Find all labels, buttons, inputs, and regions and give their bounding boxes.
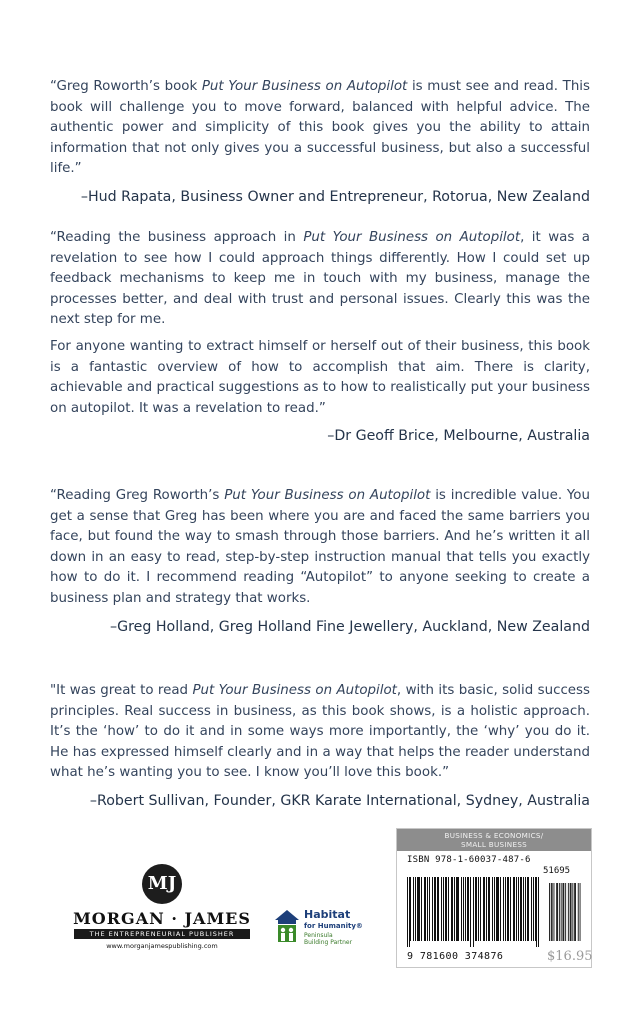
barcode-bar (497, 877, 498, 941)
barcode-bar (463, 877, 464, 941)
barcode-bar (510, 877, 511, 941)
barcode-bar (418, 877, 419, 941)
barcode-digits: 9 781600 374876 (407, 951, 504, 962)
barcode-bar (441, 877, 442, 941)
barcode-bar (458, 877, 459, 941)
barcode-bar (523, 877, 524, 941)
barcode-addon-bar (575, 883, 576, 941)
publisher-name: MORGAN · JAMES (73, 909, 251, 928)
barcode-bar (419, 877, 420, 941)
barcode-bar (437, 877, 438, 941)
barcode-bar (535, 877, 536, 941)
testimonial-attribution: –Dr Geoff Brice, Melbourne, Australia (327, 428, 590, 445)
barcode-addon-bar (572, 883, 573, 941)
testimonial-text: “Reading the business approach in Put Your Business on Autopilot, it was a revelation to see how I could approach things differently. How I could set up feedback mechanisms to keep me in touch with my business, manage the processes better, and deal with trust and personal issues. Clearly this was the next step for me. (50, 230, 591, 328)
barcode-bar (415, 877, 416, 941)
barcode-bar (457, 877, 458, 941)
barcode-addon-bar (549, 883, 550, 941)
habitat-title: Habitat (304, 908, 351, 921)
barcode-bar (473, 877, 474, 947)
barcode-bar (452, 877, 453, 941)
book-title: Put Your Business on Autopilot (201, 79, 408, 94)
barcode-box (396, 828, 592, 968)
barcode-bar (538, 877, 539, 947)
barcode-addon-bar (571, 883, 572, 941)
publisher-url: www.morganjamespublishing.com (106, 942, 218, 950)
testimonial-hud-rapata (50, 77, 590, 208)
barcode-bar (467, 877, 468, 941)
barcode-bar (531, 877, 532, 941)
barcode-bar (484, 877, 485, 941)
barcode-bar (446, 877, 447, 941)
barcode-addon-bar (568, 883, 569, 941)
barcode-bar (465, 877, 466, 941)
barcode-addon-bar (556, 883, 557, 941)
barcode-bar (480, 877, 481, 941)
price-code: 51695 (543, 866, 571, 876)
barcode-bar (454, 877, 455, 941)
barcode-bar (443, 877, 444, 941)
barcode-bar (536, 877, 537, 947)
barcode-bar (445, 877, 446, 941)
barcode-addon-bar (559, 883, 560, 941)
barcode-bar (409, 877, 410, 947)
barcode-bar (489, 877, 490, 941)
publisher-tagline: THE ENTREPRENEURIAL PUBLISHER (74, 929, 250, 939)
barcode-bar (516, 877, 517, 941)
barcode-bar (432, 877, 433, 941)
barcode-addon-bar (551, 883, 552, 941)
barcode-bar (507, 877, 508, 941)
testimonial-geoff-brice (50, 228, 590, 447)
barcode-image (407, 877, 583, 949)
barcode-bar (456, 877, 457, 941)
publisher-logo (72, 864, 252, 964)
barcode-addon-bar (580, 883, 581, 941)
barcode-bar (483, 877, 484, 941)
barcode-bar (520, 877, 521, 941)
barcode-bar (527, 877, 528, 941)
barcode-bar (468, 877, 469, 941)
barcode-bar (475, 877, 476, 941)
book-title: Put Your Business on Autopilot (192, 683, 397, 698)
barcode-bar (470, 877, 471, 947)
barcode-bar (438, 877, 439, 941)
barcode-bar (461, 877, 462, 941)
barcode-bar (488, 877, 489, 941)
barcode-bar (429, 877, 430, 941)
barcode-bar (410, 877, 411, 941)
barcode-bar (521, 877, 522, 941)
testimonial-attribution: –Greg Holland, Greg Holland Fine Jewellery, Auckland, New Zealand (110, 618, 590, 635)
barcode-bar (533, 877, 534, 941)
testimonial-text: "It was great to read Put Your Business on Autopilot, with its basic, solid success principles. Real success in business, as this book shows, is a holistic approach. It’s the ‘how’ to do it and in some ways more importantly, the ‘why’ you do it. He has expressed himself clearly and in a way that helps the reader understand what he’s wanting you to see. I know you’ll love this book.” (50, 683, 590, 781)
barcode-addon-bar (570, 883, 571, 941)
barcode-bar (518, 877, 519, 941)
book-category: BUSINESS & ECONOMICS/ SMALL BUSINESS (397, 829, 591, 851)
barcode-addon-bar (554, 883, 555, 941)
testimonial-text: “Reading Greg Roworth’s Put Your Business on Autopilot is incredible value. You get a sense that Greg has been where you are and faced the same barriers you face, but found the way to smash through those barriers. And he’s written it all down in an easy to read, step-by-step instruction manual that tells you exactly how to do it. I recommend reading “Autopilot” to anyone seeking to create a business plan and strategy that works. (50, 488, 590, 606)
habitat-subtitle: for Humanity® (304, 922, 363, 930)
barcode-bar (421, 877, 422, 941)
barcode-bar (424, 877, 425, 941)
barcode-bar (434, 877, 435, 941)
barcode-addon-bar (578, 883, 579, 941)
barcode-bar (525, 877, 526, 941)
barcode-bar (435, 877, 436, 941)
barcode-bar (476, 877, 477, 941)
barcode-bar (417, 877, 418, 941)
barcode-bar (478, 877, 479, 941)
barcode-bar (451, 877, 452, 941)
barcode-bar (513, 877, 514, 941)
barcode-bar (496, 877, 497, 941)
barcode-bar (508, 877, 509, 941)
isbn-label: ISBN 978-1-60037-487-6 (407, 855, 531, 865)
publisher-monogram: MJ (142, 864, 182, 904)
barcode-addon-bar (552, 883, 553, 941)
testimonial-attribution: –Robert Sullivan, Founder, GKR Karate International, Sydney, Australia (89, 792, 590, 809)
barcode-bar (498, 877, 499, 941)
habitat-logo (274, 906, 374, 956)
testimonial-text: “Greg Roworth’s book Put Your Business on Autopilot is must see and read. This book will challenge you to move forward, balanced with helpful advice. The authentic power and simplicity of this book gives you the ability to attain information that not only gives you a successful business, but also a successful life.” (50, 79, 590, 177)
barcode-addon-bar (563, 883, 564, 941)
barcode-bar (425, 877, 426, 941)
price: $16.95 (547, 949, 593, 964)
barcode-bar (500, 877, 501, 941)
testimonial-attribution: –Hud Rapata, Business Owner and Entrepreneur, Rotorua, New Zealand (80, 188, 590, 205)
book-title: Put Your Business on Autopilot (303, 230, 521, 245)
barcode-bar (503, 877, 504, 941)
barcode-bar (514, 877, 515, 941)
barcode-bar (486, 877, 487, 941)
barcode-addon-bar (561, 883, 562, 941)
barcode-addon-bar (563, 883, 564, 941)
testimonial-text-2: For anyone wanting to extract himself or herself out of their business, this book is a fantastic overview of how to accomplish that aim. There is clarity, achievable and practical suggestions as to how to realistically put your business on autopilot. It was a revelation to read.” (50, 338, 590, 416)
testimonial-robert-sullivan (50, 681, 590, 812)
barcode-bar (528, 877, 529, 941)
habitat-partner: Peninsula Building Partner (304, 932, 353, 946)
barcode-addon-bar (557, 883, 558, 941)
barcode-addon-bar (574, 883, 575, 941)
testimonial-greg-holland (50, 486, 590, 638)
barcode-addon-bar (565, 883, 566, 941)
barcode-bar (427, 877, 428, 941)
habitat-house-icon (274, 908, 300, 944)
barcode-bar (494, 877, 495, 941)
barcode-bar (413, 877, 414, 941)
barcode-bar (448, 877, 449, 941)
barcode-bar (505, 877, 506, 941)
book-title: Put Your Business on Autopilot (224, 488, 431, 503)
barcode-bar (407, 877, 408, 947)
barcode-bar (492, 877, 493, 941)
